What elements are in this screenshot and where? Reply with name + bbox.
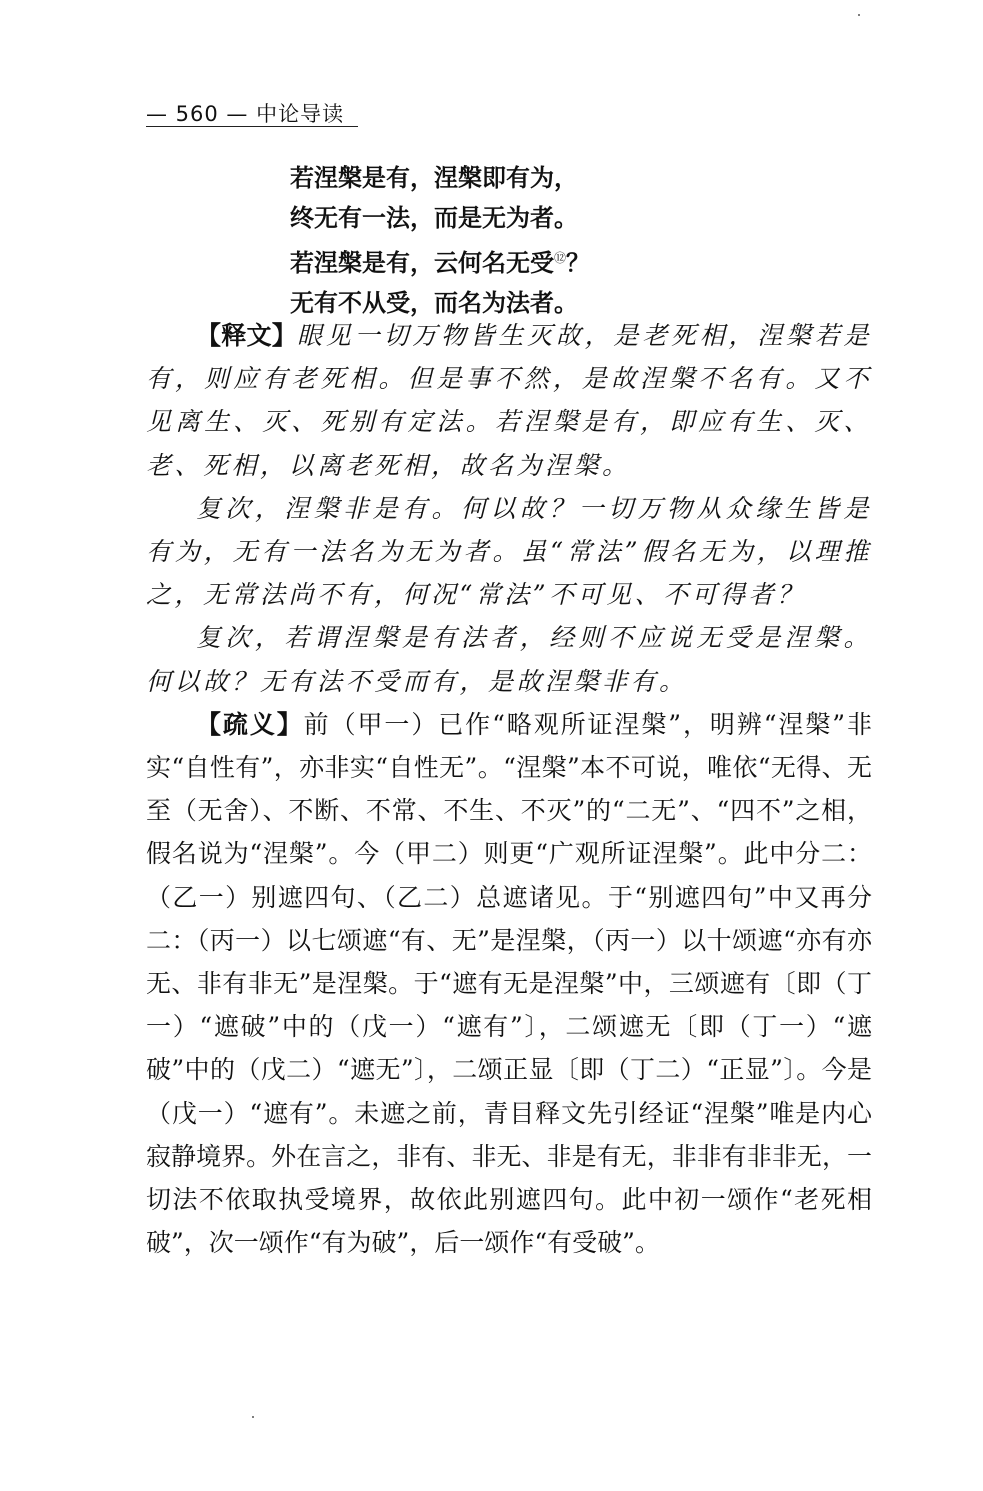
scan-speck — [252, 1416, 254, 1418]
verse-line-tail: ？ — [566, 249, 591, 277]
page-number-and-title: — 560 — 中论导读 — [146, 102, 345, 126]
page-header — [146, 98, 866, 134]
verse-line: 终无有一法，而是无为者。 — [290, 204, 578, 232]
commentary-paragraph: 复次，若谓涅槃是有法者，经则不应说无受是涅槃。何以故？无有法不受而有，是故涅槃非有。 — [146, 623, 872, 696]
header-rule — [146, 126, 358, 127]
exposition-paragraph — [146, 703, 872, 1265]
verse-line-text: 若涅槃是有，云何名无受 — [290, 249, 554, 277]
commentary-paragraph: 复次，涅槃非是有。何以故？一切万物从众缘生皆是有为，无有一法名为无为者。虽“常法”假名无为，以理推之，无常法尚不有，何况“常法”不可见、不可得者？ — [146, 493, 872, 610]
verse-line: 无有不从受，而名为法者。 — [290, 289, 578, 317]
exposition-label: 【疏义】 — [196, 709, 304, 739]
exposition-text: 前（甲一）已作“略观所证涅槃”，明辨“涅槃”非实“自性有”，亦非实“自性无”。“涅槃”本不可说，唯依“无得、无至（无舍）、不断、不常、不生、不灭”的“二无”、“四不”之相，假名说为“涅槃”。今（甲二）则更“广观所证涅槃”。此中分二：（乙一）别遮四句、（乙二）总遮诸见。于“别遮四句”中又再分二：（丙一）以七颂遮“有、无”是涅槃，（丙一）以十颂遮“亦有亦无、非有非无”是涅槃。于“遮有无是涅槃”中，三颂遮有〔即（丁一）“遮破”中的（戊一）“遮有”〕，二颂遮无〔即（丁一）“遮破”中的（戊二）“遮无”〕，二颂正显〔即（丁二）“正显”〕。今是（戊一）“遮有”。未遮之前，青目释文先引经证“涅槃”唯是内心寂静境界。外在言之，非有、非无、非是有无，非非有非非无，一切法不依取执受境界，故依此别遮四句。此中初一颂作“老死相破”，次一颂作“有为破”，后一颂作“有受破”。 — [146, 709, 872, 1258]
verse-line — [290, 238, 590, 283]
verse-line: 若涅槃是有，涅槃即有为， — [290, 164, 578, 192]
commentary-label: 【释文】 — [196, 321, 298, 350]
commentary-paragraph — [146, 314, 872, 487]
footnote-marker: ⑫ — [554, 251, 567, 265]
verse-block — [290, 158, 590, 323]
scan-speck — [858, 14, 860, 16]
commentary-text: 眼见一切万物皆生灭故，是老死相，涅槃若是有，则应有老死相。但是事不然，是故涅槃不名有。又不见离生、灭、死别有定法。若涅槃是有，即应有生、灭、老、死相，以离老死相，故名为涅槃。 — [146, 321, 872, 480]
body-text — [146, 314, 872, 1264]
